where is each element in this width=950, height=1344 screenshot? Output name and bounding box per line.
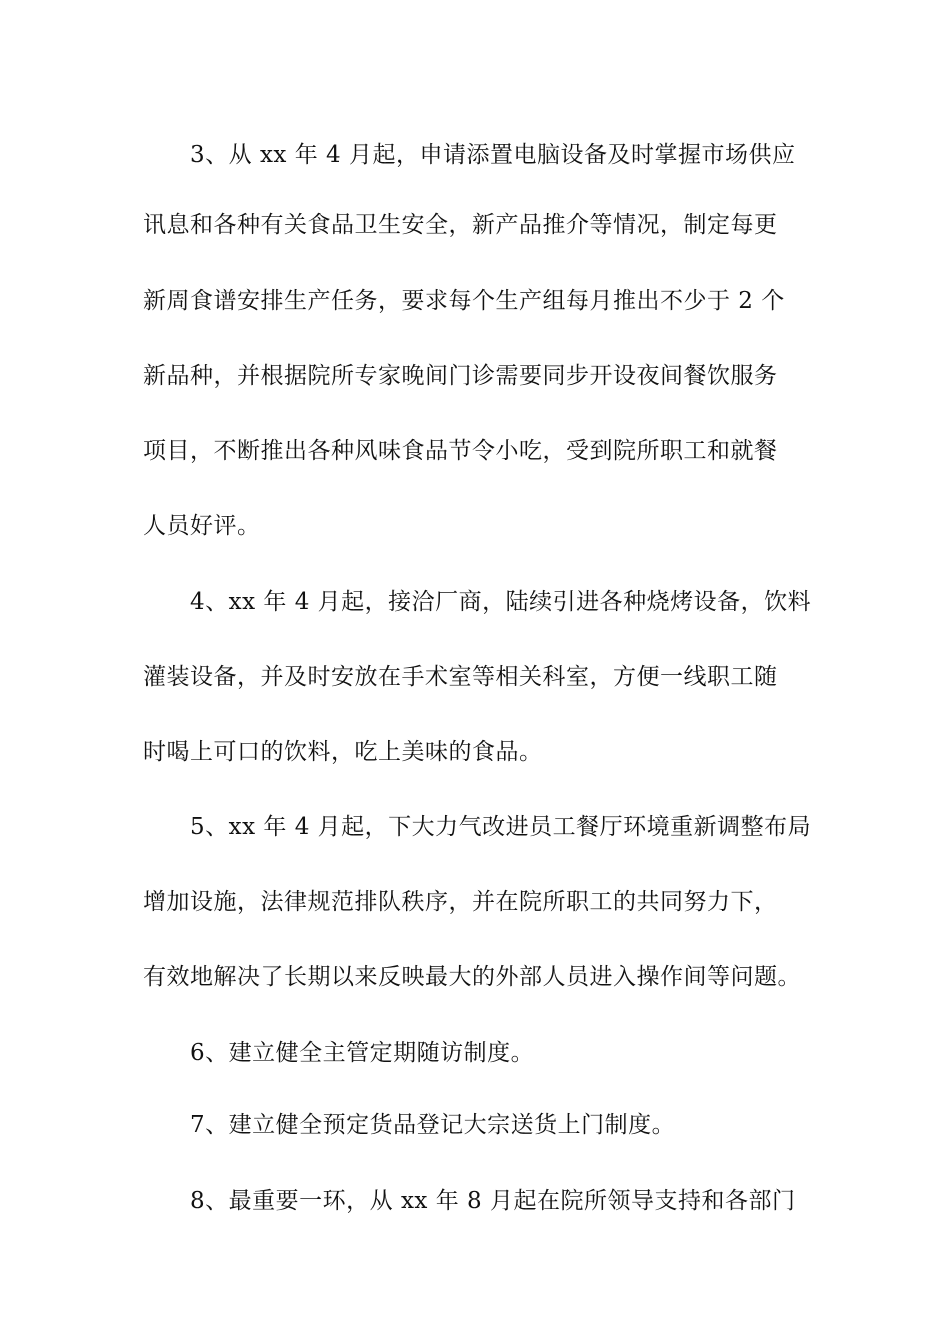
item-3-line-5: 项目，不断推出各种风味食品节令小吃，受到院所职工和就餐 [143,438,778,464]
item-3-line-4: 新品种，并根据院所专家晚间门诊需要同步开设夜间餐饮服务 [143,363,778,389]
item-4-line-2: 灌装设备，并及时安放在手术室等相关科室，方便一线职工随 [143,664,778,690]
item-5-line-3: 有效地解决了长期以来反映最大的外部人员进入操作间等问题。 [143,964,801,990]
item-3-line-6: 人员好评。 [143,513,261,539]
item-3-line-2: 讯息和各种有关食品卫生安全，新产品推介等情况，制定每更 [143,212,778,238]
item-3-line-1: 3、从 xx 年 4 月起，申请添置电脑设备及时掌握市场供应 [190,142,796,168]
item-3-line-3: 新周食谱安排生产任务，要求每个生产组每月推出不少于 2 个 [143,288,785,314]
item-5-line-2: 增加设施，法律规范排队秩序，并在院所职工的共同努力下， [143,889,778,915]
item-5-line-1: 5、xx 年 4 月起，下大力气改进员工餐厅环境重新调整布局 [190,814,812,840]
item-6-line-1: 6、建立健全主管定期随访制度。 [190,1040,535,1066]
item-4-line-1: 4、xx 年 4 月起，接洽厂商，陆续引进各种烧烤设备，饮料 [190,589,812,615]
item-7-line-1: 7、建立健全预定货品登记大宗送货上门制度。 [190,1112,676,1138]
item-4-line-3: 时喝上可口的饮料，吃上美味的食品。 [143,739,543,765]
item-8-line-1: 8、最重要一环，从 xx 年 8 月起在院所领导支持和各部门 [190,1188,796,1214]
